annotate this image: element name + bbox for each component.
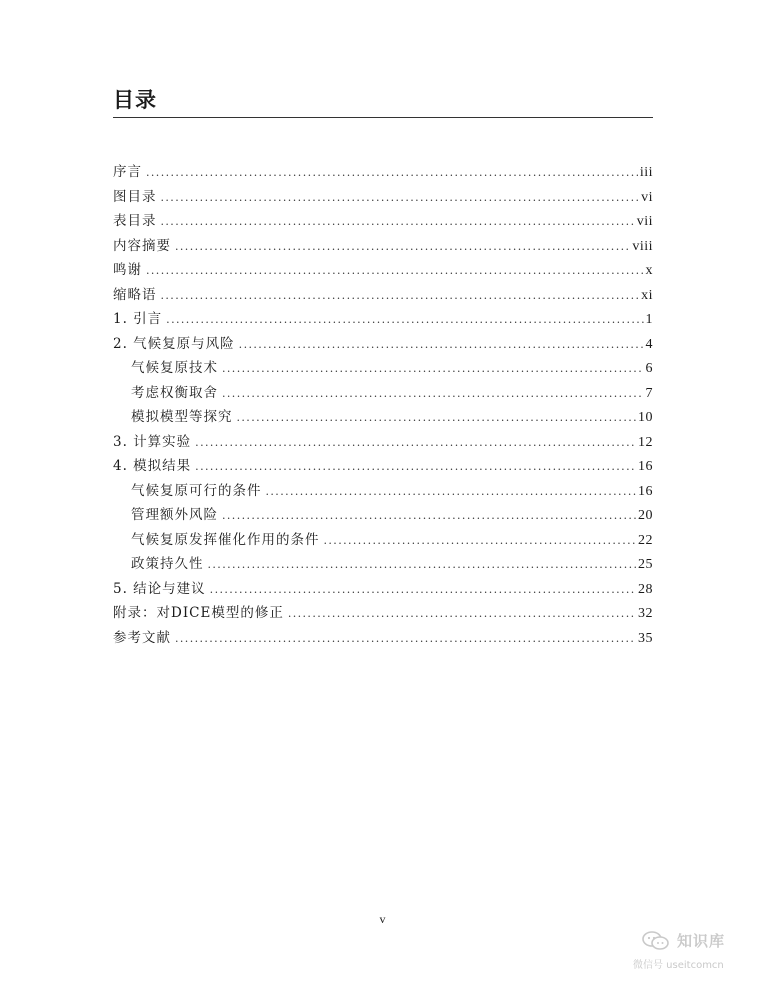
toc-entry-page: vi <box>641 189 653 205</box>
toc-entry[interactable] <box>113 601 653 626</box>
toc-entry-page: 28 <box>638 581 653 597</box>
toc-entry-page: 10 <box>638 410 653 425</box>
toc-entry-label: 气候复原发挥催化作用的条件 <box>131 531 320 548</box>
wechat-icon <box>641 930 671 952</box>
toc-entry-page: 6 <box>645 361 653 376</box>
toc-dot-leader <box>175 627 636 652</box>
toc-dot-leader <box>166 308 643 333</box>
watermark-subtitle: 微信号 useitcomcn <box>633 960 724 971</box>
toc-entry[interactable] <box>113 160 653 185</box>
toc-entry-page: 4 <box>645 336 653 352</box>
toc-entry-page: 7 <box>645 385 653 401</box>
toc-entry[interactable] <box>113 185 653 210</box>
toc-entry-page: 35 <box>638 630 653 646</box>
watermark <box>633 928 751 974</box>
toc-entry-page: iii <box>639 165 653 180</box>
toc-dot-leader <box>146 161 638 186</box>
toc-dot-leader <box>288 602 636 627</box>
toc-dot-leader <box>239 333 644 358</box>
toc-entry-label: 序言 <box>113 164 142 180</box>
toc-dot-leader <box>208 553 637 578</box>
toc-entry-label: 考虑权衡取舍 <box>131 384 218 401</box>
page-number: v <box>379 912 386 926</box>
toc-entry[interactable] <box>113 307 653 332</box>
toc-subentry[interactable] <box>113 479 653 504</box>
toc-dot-leader <box>161 210 635 235</box>
toc-subentry[interactable] <box>113 552 653 577</box>
toc-entry-label: 4. 模拟结果 <box>113 458 192 474</box>
toc-subentry[interactable] <box>113 381 653 406</box>
toc-entry-label: 表目录 <box>113 213 157 229</box>
toc-subentry[interactable] <box>113 528 653 553</box>
toc-entry-label: 气候复原可行的条件 <box>131 482 262 499</box>
toc-entry-label: 2. 气候复原与风险 <box>113 335 235 352</box>
toc-entry-label: 缩略语 <box>113 286 157 303</box>
toc-entry[interactable] <box>113 258 653 283</box>
toc-entry-page: 22 <box>638 532 653 548</box>
toc-subentry[interactable] <box>113 503 653 528</box>
toc-dot-leader <box>161 186 640 211</box>
toc-entry-label: 5. 结论与建议 <box>113 580 206 597</box>
toc-dot-leader <box>195 455 636 480</box>
toc-dot-leader <box>175 235 630 260</box>
toc-entry[interactable] <box>113 234 653 259</box>
toc-dot-leader <box>146 259 644 284</box>
toc-entry[interactable] <box>113 283 653 308</box>
toc-dot-leader <box>222 504 636 529</box>
toc-entry-page: 20 <box>638 508 653 523</box>
watermark-name: 知识库 <box>677 932 726 950</box>
toc-dot-leader <box>222 357 644 382</box>
toc-entry-page: xi <box>641 287 653 303</box>
toc-dot-leader <box>210 578 636 603</box>
toc-entry[interactable] <box>113 626 653 651</box>
toc-subentry[interactable] <box>113 356 653 381</box>
toc-entry-label: 1. 引言 <box>113 311 163 327</box>
toc-entry-page: 1 <box>645 312 653 327</box>
toc-title: 目录 <box>113 88 157 112</box>
toc-entry-label: 政策持久性 <box>131 556 204 572</box>
toc-subentry[interactable] <box>113 405 653 430</box>
toc-dot-leader <box>222 382 644 407</box>
toc-entry[interactable] <box>113 209 653 234</box>
toc-entry-page: 25 <box>638 557 653 572</box>
toc-entry[interactable] <box>113 577 653 602</box>
toc-dot-leader <box>161 284 640 309</box>
toc-entry-label: 管理额外风险 <box>131 507 218 523</box>
toc-dot-leader <box>195 431 636 456</box>
toc-entry-label: 内容摘要 <box>113 237 171 254</box>
toc-dot-leader <box>266 480 637 505</box>
title-divider <box>113 117 653 118</box>
toc-entry-page: vii <box>636 214 653 229</box>
toc-entry-label: 附录：对DICE模型的修正 <box>113 605 284 621</box>
toc-entry-label: 3. 计算实验 <box>113 433 192 450</box>
toc-entry-page: x <box>645 263 653 278</box>
toc-entry-page: 12 <box>638 434 653 450</box>
toc-entry[interactable] <box>113 454 653 479</box>
toc-dot-leader <box>324 529 637 554</box>
toc-entry-page: viii <box>632 238 653 254</box>
toc-entry-page: 32 <box>638 606 653 621</box>
toc-entry[interactable] <box>113 332 653 357</box>
toc-entry-label: 参考文献 <box>113 629 171 646</box>
table-of-contents <box>113 160 653 650</box>
toc-entry-label: 图目录 <box>113 188 157 205</box>
toc-entry-page: 16 <box>638 459 653 474</box>
toc-entry-page: 16 <box>638 483 653 499</box>
toc-entry[interactable] <box>113 430 653 455</box>
toc-entry-label: 模拟模型等探究 <box>131 409 233 425</box>
toc-entry-label: 鸣谢 <box>113 262 142 278</box>
toc-entry-label: 气候复原技术 <box>131 360 218 376</box>
toc-dot-leader <box>237 406 637 431</box>
